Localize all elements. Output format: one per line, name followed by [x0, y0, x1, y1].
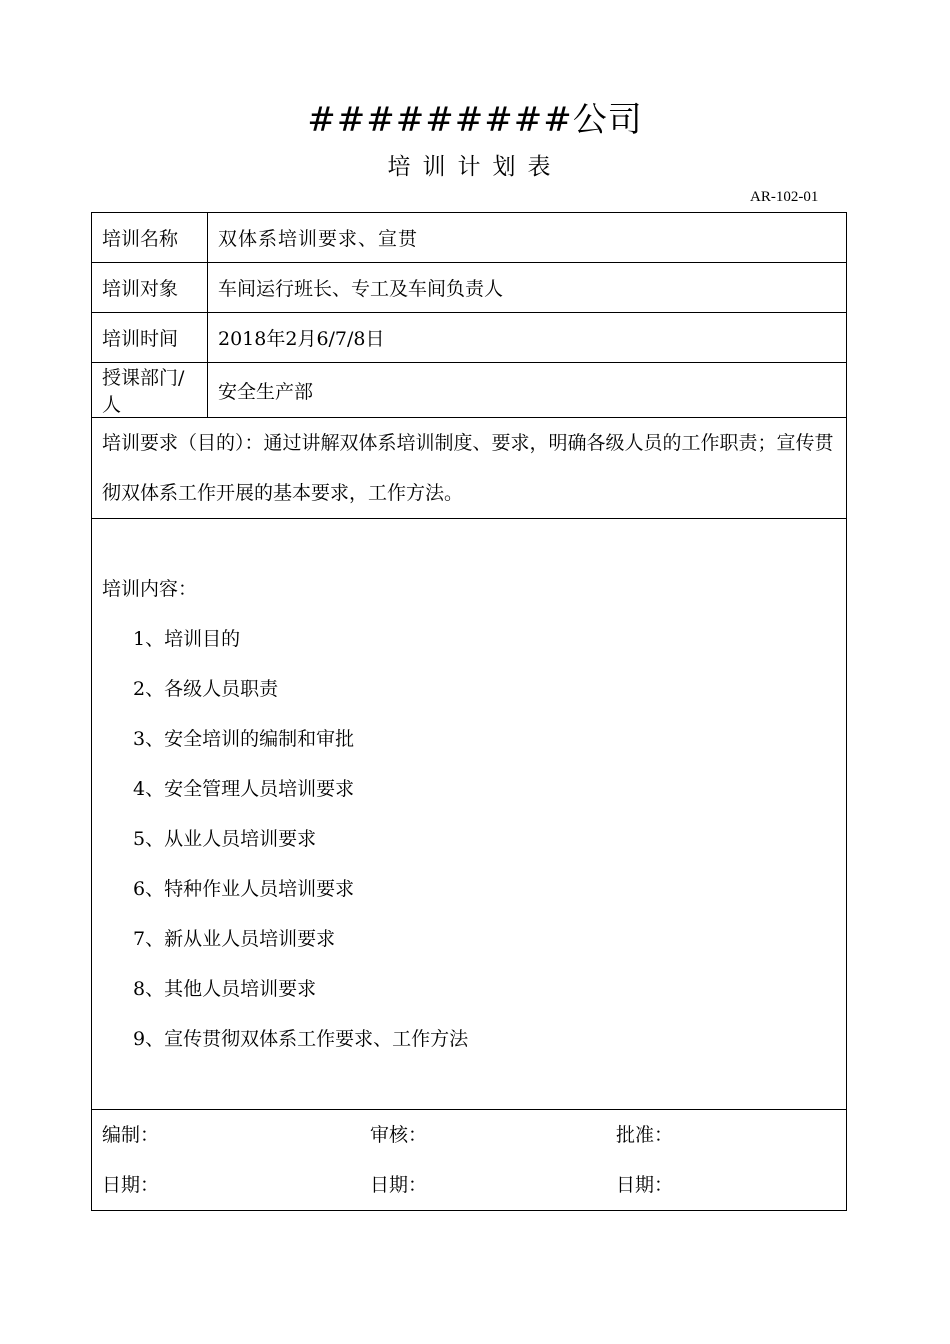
company-title: #########公司	[307, 100, 643, 140]
value-training-time: 2018年2月6/7/8日	[208, 313, 847, 363]
reviewed-by-label: 审核：	[370, 1124, 428, 1146]
label-department: 授课部门/人	[92, 363, 208, 418]
list-item: 5、从业人员培训要求	[133, 828, 317, 850]
list-item: 9、宣传贯彻双体系工作要求、工作方法	[133, 1028, 469, 1050]
list-item: 1、培训目的	[133, 628, 241, 650]
list-item: 2、各级人员职责	[133, 678, 279, 700]
signature-section	[92, 1110, 847, 1211]
row-training-name	[92, 213, 847, 263]
approved-date-label: 日期：	[616, 1174, 674, 1196]
row-training-time	[92, 313, 847, 363]
content-heading: 培训内容：	[102, 578, 198, 600]
training-content	[92, 519, 847, 1110]
training-plan-table	[91, 212, 847, 1211]
value-training-name: 双体系培训要求、宣贯	[208, 213, 847, 263]
training-purpose: 培训要求（目的）：通过讲解双体系培训制度、要求，明确各级人员的工作职责；宣传贯彻双体系工作开展的基本要求，工作方法。	[92, 418, 847, 519]
form-title: 培训计划表	[387, 154, 563, 180]
approved-by-label: 批准：	[616, 1124, 674, 1146]
reviewed-date-label: 日期：	[370, 1174, 428, 1196]
list-item: 7、新从业人员培训要求	[133, 928, 336, 950]
row-training-target	[92, 263, 847, 313]
list-item: 8、其他人员培训要求	[133, 978, 317, 1000]
label-training-name: 培训名称	[92, 213, 208, 263]
label-training-target: 培训对象	[92, 263, 208, 313]
value-department: 安全生产部	[208, 363, 847, 418]
list-item: 4、安全管理人员培训要求	[133, 778, 355, 800]
value-training-target: 车间运行班长、专工及车间负责人	[208, 263, 847, 313]
compiled-by-label: 编制：	[102, 1124, 160, 1146]
row-department	[92, 363, 847, 418]
list-item: 3、安全培训的编制和审批	[133, 728, 355, 750]
list-item: 6、特种作业人员培训要求	[133, 878, 355, 900]
form-code: AR-102-01	[750, 189, 819, 205]
label-training-time: 培训时间	[92, 313, 208, 363]
content-list	[102, 614, 836, 1064]
compiled-date-label: 日期：	[102, 1174, 160, 1196]
